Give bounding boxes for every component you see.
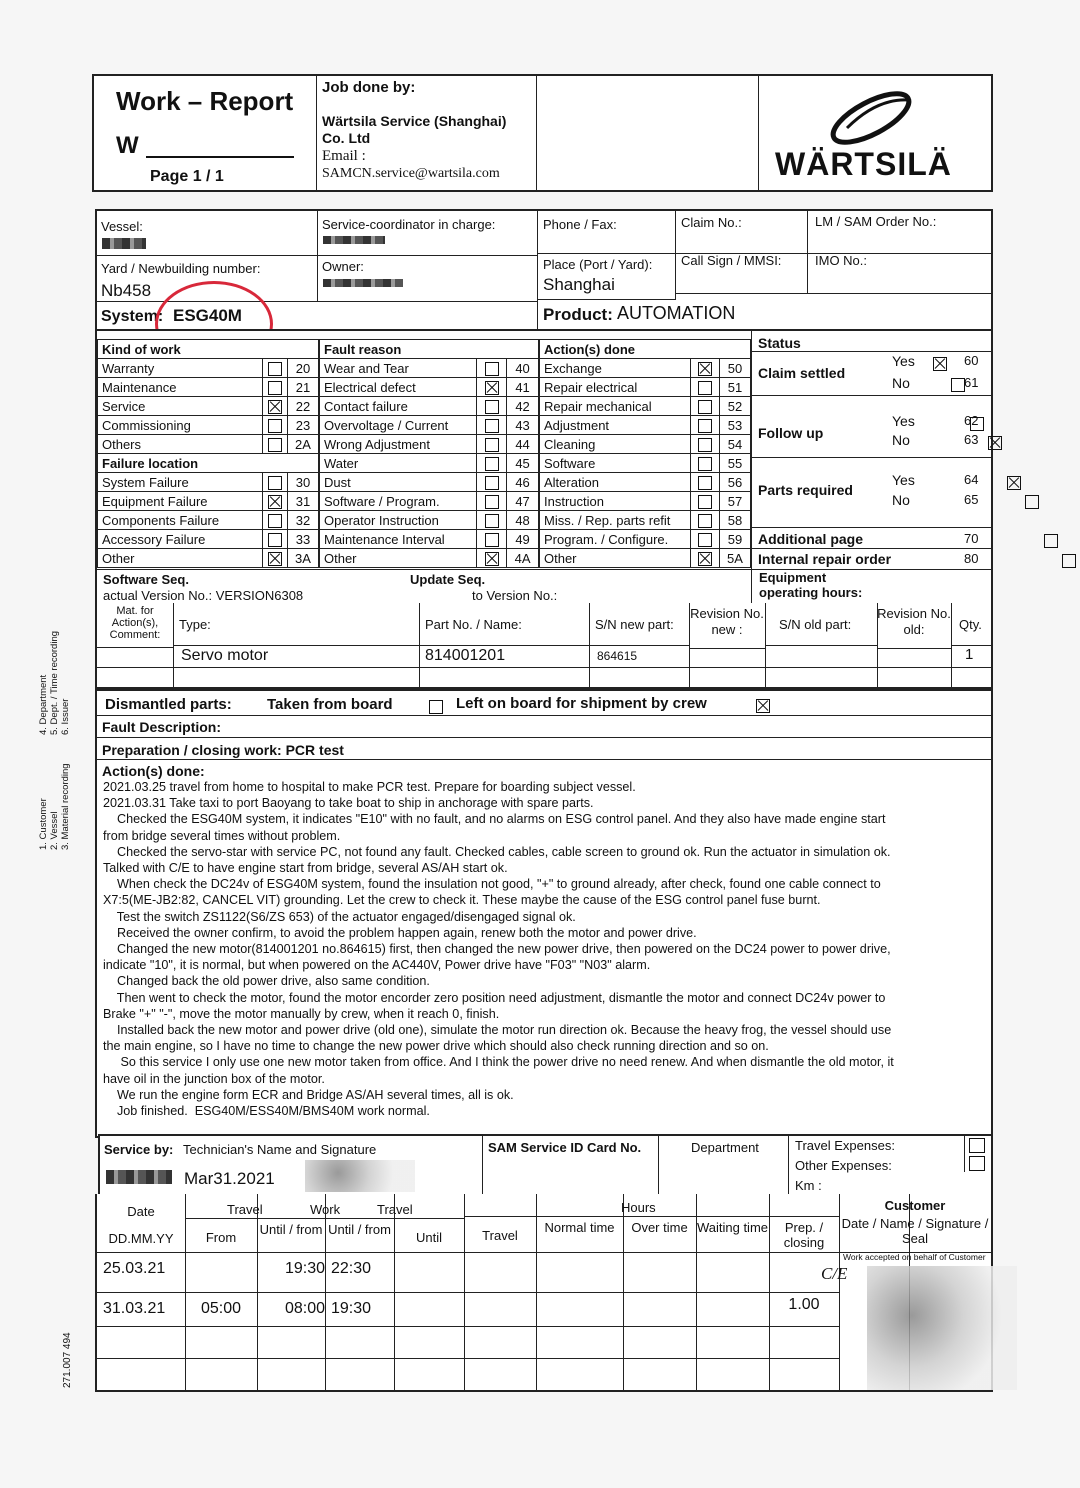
fault-reason-code: 47 [507,492,539,511]
until-header: Until [415,1230,442,1245]
action-checkbox[interactable] [698,381,712,395]
mat-label: Mat. for Action(s), Comment: [97,603,174,648]
description-box [95,689,993,1138]
action-code: 58 [720,511,751,530]
fault-reason-row [320,549,539,568]
failure-location-code: 33 [288,530,319,549]
action-label: Software [540,454,691,473]
owner-label: Owner: [322,259,364,274]
action-code: 5A [720,549,751,568]
date-format-header: DD.MM.YY [108,1231,174,1246]
page-number: Page 1 / 1 [150,168,224,185]
fault-reason-row [320,397,539,416]
claim-no-code: 61 [964,375,979,390]
dismantled-label: Dismantled parts: [105,696,232,713]
email-value: SAMCN.service@wartsila.com [322,166,500,181]
time-row-prep: 1.00 [788,1296,820,1313]
fault-reason-code: 49 [507,530,539,549]
failure-location-checkbox[interactable] [268,552,282,566]
kind-of-work-checkbox[interactable] [268,438,282,452]
internal-repair-checkbox[interactable] [1062,554,1076,568]
to-version-label: to Version No.: [472,588,558,603]
action-line: Checked the servo-star with service PC, not found any fault. Checked cables, cable screen to ground ok. Run the actuator in simulation ok. [103,844,891,859]
claim-no-label: No [892,375,910,391]
part-number: 814001201 [425,647,506,664]
parts-yes-label: Yes [892,472,915,488]
parts-required-label: Parts required [758,482,853,498]
action-code: 56 [720,473,751,492]
order-no-label: LM / SAM Order No.: [815,214,937,229]
technician-label: Technician's Name and Signature [183,1142,377,1157]
kind-of-work-row [98,359,319,378]
follow-no-checkbox[interactable] [988,436,1002,450]
technician-redacted [106,1170,172,1184]
failure-location-row [98,492,319,511]
follow-up-label: Follow up [758,425,824,441]
action-code: 52 [720,397,751,416]
part-type: Servo motor [181,647,269,664]
fault-reason-row [320,416,539,435]
rev-old-label: Revision No. old: [877,603,952,649]
action-checkbox[interactable] [698,419,712,433]
kind-of-work-checkbox[interactable] [268,400,282,414]
report-title: Work – Report [116,86,294,116]
action-line: 2021.03.31 Take taxi to port Baoyang to take boat to ship in anchorage with spare parts. [103,796,594,811]
failure-location-row [98,530,319,549]
sn-new-label: S/N new part: [595,617,674,632]
other-expenses-box[interactable] [969,1156,985,1171]
action-row [540,511,751,530]
status-heading: Status [758,335,801,351]
action-label: Other [540,549,691,568]
id-card-label: SAM Service ID Card No. [488,1140,642,1155]
job-done-by-label: Job done by: [322,79,416,96]
action-checkbox[interactable] [698,514,712,528]
action-line: Changed the new motor(814001201 no.864615) first, then changed the new power drive, then powered on the DC24 power to power drive, [103,942,891,957]
phone-label: Phone / Fax: [543,217,617,232]
fault-reason-checkbox[interactable] [485,438,499,452]
fault-reason-checkbox[interactable] [485,457,499,471]
action-line: Changed back the old power drive, also same condition. [103,974,430,989]
action-line: We run the engine form ECR and Bridge AS/AH several times, all is ok. [103,1087,514,1102]
kind-of-work-checkbox[interactable] [268,362,282,376]
km-label: Km : [795,1178,822,1193]
owner-redacted [323,279,403,287]
action-row [540,549,751,568]
fault-reason-row [320,492,539,511]
failure-location-code: 31 [288,492,319,511]
until-from-header-1: Until / from [259,1222,323,1237]
follow-yes-label: Yes [892,413,915,429]
action-code: 59 [720,530,751,549]
additional-page-label: Additional page [758,531,863,547]
fault-reason-code: 41 [507,378,539,397]
action-checkbox[interactable] [698,476,712,490]
fault-reason-label: Overvoltage / Current [320,416,477,435]
fault-reason-label: Dust [320,473,477,492]
kind-of-work-code: 21 [288,378,319,397]
date-header: Date [127,1204,155,1219]
kind-of-work-checkbox[interactable] [268,381,282,395]
action-row [540,359,751,378]
action-code: 53 [720,416,751,435]
equipment-label: Equipment [759,570,827,585]
failure-location-label: Components Failure [98,511,263,530]
company-name-line2: Co. Ltd [322,130,371,146]
action-row [540,492,751,511]
fault-reason-checkbox[interactable] [485,400,499,414]
time-row-from: 05:00 [200,1300,242,1317]
parts-yes-checkbox[interactable] [1007,476,1021,490]
prep-closing-header: Prep. / closing [783,1220,825,1250]
work-header: Work [310,1202,341,1217]
document-number: 271.007 494 [62,1332,73,1388]
kind-of-work-code: 20 [288,359,319,378]
fault-reason-code: 4A [507,549,539,568]
fault-reason-label: Maintenance Interval [320,530,477,549]
update-seq-label: Update Seq. [410,572,486,587]
margin-labels-top: 4. Department 5. Dept. / Time recording 6. Issuer [38,630,71,735]
time-row-until-from-2: 19:30 [331,1300,372,1317]
yard-value: Nb458 [101,281,152,300]
action-label: Cleaning [540,435,691,454]
failure-location-row [98,549,319,568]
action-checkbox[interactable] [698,552,712,566]
fault-reason-label: Water [320,454,477,473]
action-code: 51 [720,378,751,397]
claim-yes-checkbox[interactable] [933,357,947,371]
normal-time-header: Normal time [544,1220,615,1235]
action-code: 55 [720,454,751,473]
company-name: Wärtsila Service (Shanghai) [322,113,507,129]
additional-page-code: 70 [964,531,979,546]
margin-labels-bottom: 1. Customer 2. Vessel 3. Material recording [38,763,71,850]
service-coordinator-label: Service-coordinator in charge: [322,217,496,232]
fault-reason-table [319,339,539,568]
follow-no-code: 63 [964,432,979,447]
sn-old-label: S/N old part: [779,617,852,632]
failure-location-checkbox[interactable] [268,514,282,528]
action-line: Talked with C/E to have engine start from bridge, several AS/AH start ok. [103,861,508,876]
rev-new-label: Revision No. new : [689,603,766,649]
coordinator-redacted [323,236,385,244]
action-line: Checked the ESG40M system, it indicates "E10" with no fault, and no alarms on ESG control panel. And they also have made engine start [103,812,886,827]
fault-reason-code: 43 [507,416,539,435]
action-label: Exchange [540,359,691,378]
parts-no-label: No [892,492,910,508]
action-label: Adjustment [540,416,691,435]
fault-reason-row [320,359,539,378]
fault-reason-checkbox[interactable] [485,419,499,433]
fault-reason-checkbox[interactable] [485,495,499,509]
qty-label: Qty. [959,617,982,632]
fault-description-label: Fault Description: [102,719,222,735]
travel-expenses-box[interactable] [969,1138,985,1153]
over-time-header: Over time [631,1220,688,1235]
parts-table [95,603,993,689]
action-line: Job finished. ESG40M/ESS40M/BMS40M work normal. [103,1104,430,1119]
fault-reason-heading: Fault reason [320,340,539,359]
actions-heading: Action(s) done [540,340,751,359]
travel-header: Travel [227,1202,263,1217]
email-label: Email : [322,148,366,164]
fault-reason-label: Software / Program. [320,492,477,511]
service-by-box [98,1134,993,1198]
w-label: W [116,132,139,159]
kind-of-work-label: Others [98,435,263,454]
travel-expenses-label: Travel Expenses: [795,1138,895,1153]
fault-reason-row [320,435,539,454]
logo-text: WÄRTSILÄ [775,146,952,182]
action-label: Program. / Configure. [540,530,691,549]
operating-hours-label: operating hours: [759,585,863,600]
action-line: Brake "+" "-", move the motor manually by crew, when it reach 0, finish. [103,1006,500,1021]
product-value: AUTOMATION [617,303,736,323]
kind-of-work-row [98,378,319,397]
actual-version: actual Version No.: VERSION6308 [103,588,304,603]
action-label: Repair mechanical [540,397,691,416]
kind-of-work-row [98,435,319,454]
action-line: When check the DC24v of ESG40M system, found the insulation not good, "+" to ground already, after check, found one cable connect to [103,877,881,892]
other-expenses-label: Other Expenses: [795,1158,892,1173]
action-line: Installed back the new motor and power drive (old one), simulate the motor run direction ok. Because the heavy frog, the vessel should use [103,1023,892,1038]
fault-reason-code: 48 [507,511,539,530]
left-on-board-label: Left on board for shipment by crew [456,695,707,712]
action-row [540,473,751,492]
time-row-until-from-2: 22:30 [331,1260,372,1277]
action-row [540,530,751,549]
failure-location-checkbox[interactable] [268,476,282,490]
failure-location-label: Equipment Failure [98,492,263,511]
fault-reason-checkbox[interactable] [485,552,499,566]
action-line: have oil in the junction box of the motor. [103,1071,325,1086]
action-row [540,454,751,473]
product-label: Product: [543,305,613,324]
fault-reason-code: 44 [507,435,539,454]
fault-reason-row [320,511,539,530]
customer-seal-redacted [867,1266,1017,1390]
failure-location-code: 30 [288,473,319,492]
checkbox-matrix [95,329,993,607]
action-checkbox[interactable] [698,495,712,509]
kind-of-work-code: 22 [288,397,319,416]
fault-reason-label: Wrong Adjustment [320,435,477,454]
action-line: from bridge several times without problem. [103,828,341,843]
action-line: X7:5(ME-JB2:82, CANCEL VIT) grounding. Let the crew to check it. These maybe the cause of the ESG control panel fuse burnt. [103,893,821,908]
internal-repair-label: Internal repair order [758,551,892,567]
failure-location-row [98,473,319,492]
customer-sub-header: Date / Name / Signature / Seal [841,1216,989,1246]
claim-no-label: Claim No.: [681,215,742,230]
actions-done-text [103,779,985,1119]
time-row-date: 31.03.21 [103,1300,166,1317]
action-line: Test the switch ZS1122(S6/ZS 653) of the actuator engaged/disengaged signal ok. [103,909,576,924]
department-label: Department [691,1140,759,1155]
travel2-header: Travel [377,1202,413,1217]
claim-settled-label: Claim settled [758,365,846,381]
until-from-header-2: Until / from [328,1222,391,1237]
fault-reason-code: 45 [507,454,539,473]
fault-reason-checkbox[interactable] [485,362,499,376]
action-line: Then went to check the motor, found the motor encorder zero position need adjustment, dismantle the motor and connect DC24v power to [103,990,886,1005]
software-row [97,569,991,606]
action-code: 57 [720,492,751,511]
fault-reason-code: 46 [507,473,539,492]
customer-signature-mark: C/E [821,1264,848,1283]
claim-yes-code: 60 [964,353,979,368]
action-row [540,416,751,435]
time-row-until-from-1: 08:00 [284,1300,325,1317]
status-panel [751,331,992,569]
time-row-until-from-1: 19:30 [284,1260,325,1277]
type-label: Type: [179,617,211,632]
action-checkbox[interactable] [698,400,712,414]
failure-location-code: 3A [288,549,319,568]
kind-of-work-code: 2A [288,435,319,454]
header-box [92,74,993,192]
fault-reason-checkbox[interactable] [485,514,499,528]
failure-location-row [98,511,319,530]
taken-from-board-label: Taken from board [267,696,393,713]
waiting-time-header: Waiting time [696,1220,769,1235]
vessel-redacted [102,238,146,249]
hours-header: Hours [621,1200,656,1215]
action-checkbox[interactable] [698,457,712,471]
kind-of-work-label: Maintenance [98,378,263,397]
fault-reason-code: 42 [507,397,539,416]
left-on-board-checkbox[interactable] [756,699,770,713]
place-label: Place (Port / Yard): [543,257,653,272]
kind-of-work-label: Commissioning [98,416,263,435]
actions-table [539,339,751,568]
action-line: 2021.03.25 travel from home to hospital to make PCR test. Prepare for boarding subject vessel. [103,780,636,794]
w-line [146,156,294,158]
fault-reason-row [320,454,539,473]
work-accepted-label: Work accepted on behalf of Customer [843,1252,986,1262]
callsign-label: Call Sign / MMSI: [681,253,782,268]
sn-new-value: 864615 [597,649,638,663]
vessel-label: Vessel: [101,219,143,234]
time-row-date: 25.03.21 [103,1260,166,1277]
system-label: System: [101,308,164,325]
internal-repair-code: 80 [964,551,979,566]
fault-reason-label: Operator Instruction [320,511,477,530]
action-code: 50 [720,359,751,378]
kind-of-work-row [98,397,319,416]
service-date: Mar31.2021 [184,1169,275,1188]
technician-signature-redacted [305,1160,415,1192]
time-table [95,1194,993,1392]
fault-reason-label: Other [320,549,477,568]
yard-label: Yard / Newbuilding number: [101,261,261,276]
additional-page-checkbox[interactable] [1044,534,1058,548]
action-line: the main engine, so I have no time to change the new power drive which should also check running direction and so on. [103,1039,769,1054]
customer-header: Customer [884,1198,946,1213]
action-checkbox[interactable] [698,362,712,376]
fault-reason-label: Electrical defect [320,378,477,397]
fault-reason-label: Wear and Tear [320,359,477,378]
action-label: Instruction [540,492,691,511]
preparation-label: Preparation / closing work: PCR test [102,742,344,758]
from-header: From [205,1230,237,1245]
dismantled-row [97,691,991,716]
action-label: Repair electrical [540,378,691,397]
kind-of-work-label: Service [98,397,263,416]
kind-of-work-checkbox[interactable] [268,419,282,433]
failure-location-checkbox[interactable] [268,533,282,547]
action-row [540,397,751,416]
place-value: Shanghai [543,275,615,294]
action-line: So this service I only use one new motor taken from office. And I think the power drive no need renew. And when dismantle the old motor, it [103,1055,894,1070]
failure-location-checkbox[interactable] [268,495,282,509]
failure-location-label: Other [98,549,263,568]
logo-area [758,76,992,190]
system-value: ESG40M [173,306,242,325]
action-checkbox[interactable] [698,533,712,547]
parts-yes-code: 64 [964,472,979,487]
action-row [540,435,751,454]
taken-from-board-checkbox[interactable] [429,700,443,714]
kind-of-work-table [97,339,319,568]
software-seq-label: Software Seq. [103,572,189,587]
action-row [540,378,751,397]
kind-of-work-row [98,416,319,435]
action-checkbox[interactable] [698,438,712,452]
fault-reason-row [320,530,539,549]
action-label: Alteration [540,473,691,492]
fault-reason-code: 40 [507,359,539,378]
fault-reason-row [320,473,539,492]
action-label: Miss. / Rep. parts refit [540,511,691,530]
action-line: indicate "10", it is normal, but when powered on the AC440V, Power drive have "F03" "N03" alarm. [103,958,651,973]
fault-reason-label: Contact failure [320,397,477,416]
failure-location-code: 32 [288,511,319,530]
hours-travel-header: Travel [482,1228,518,1243]
actions-done-label: Action(s) done: [102,763,205,779]
follow-no-label: No [892,432,910,448]
fault-reason-row [320,378,539,397]
fault-reason-checkbox[interactable] [485,476,499,490]
failure-location-heading: Failure location [98,454,319,473]
action-line: Received the owner confirm, to avoid the problem happen again, renew both the motor and power drive. [103,925,697,940]
service-by-label: Service by: [104,1142,174,1157]
qty-value: 1 [965,646,974,663]
kind-of-work-label: Warranty [98,359,263,378]
kind-of-work-code: 23 [288,416,319,435]
fault-reason-checkbox[interactable] [485,381,499,395]
failure-location-label: Accessory Failure [98,530,263,549]
parts-no-code: 65 [964,492,979,507]
kind-of-work-heading: Kind of work [98,340,319,359]
fault-reason-checkbox[interactable] [485,533,499,547]
action-code: 54 [720,435,751,454]
claim-yes-label: Yes [892,353,915,369]
failure-location-label: System Failure [98,473,263,492]
follow-yes-code: 62 [964,413,979,428]
part-no-label: Part No. / Name: [425,617,522,632]
parts-no-checkbox[interactable] [1025,495,1039,509]
imo-label: IMO No.: [815,253,868,268]
